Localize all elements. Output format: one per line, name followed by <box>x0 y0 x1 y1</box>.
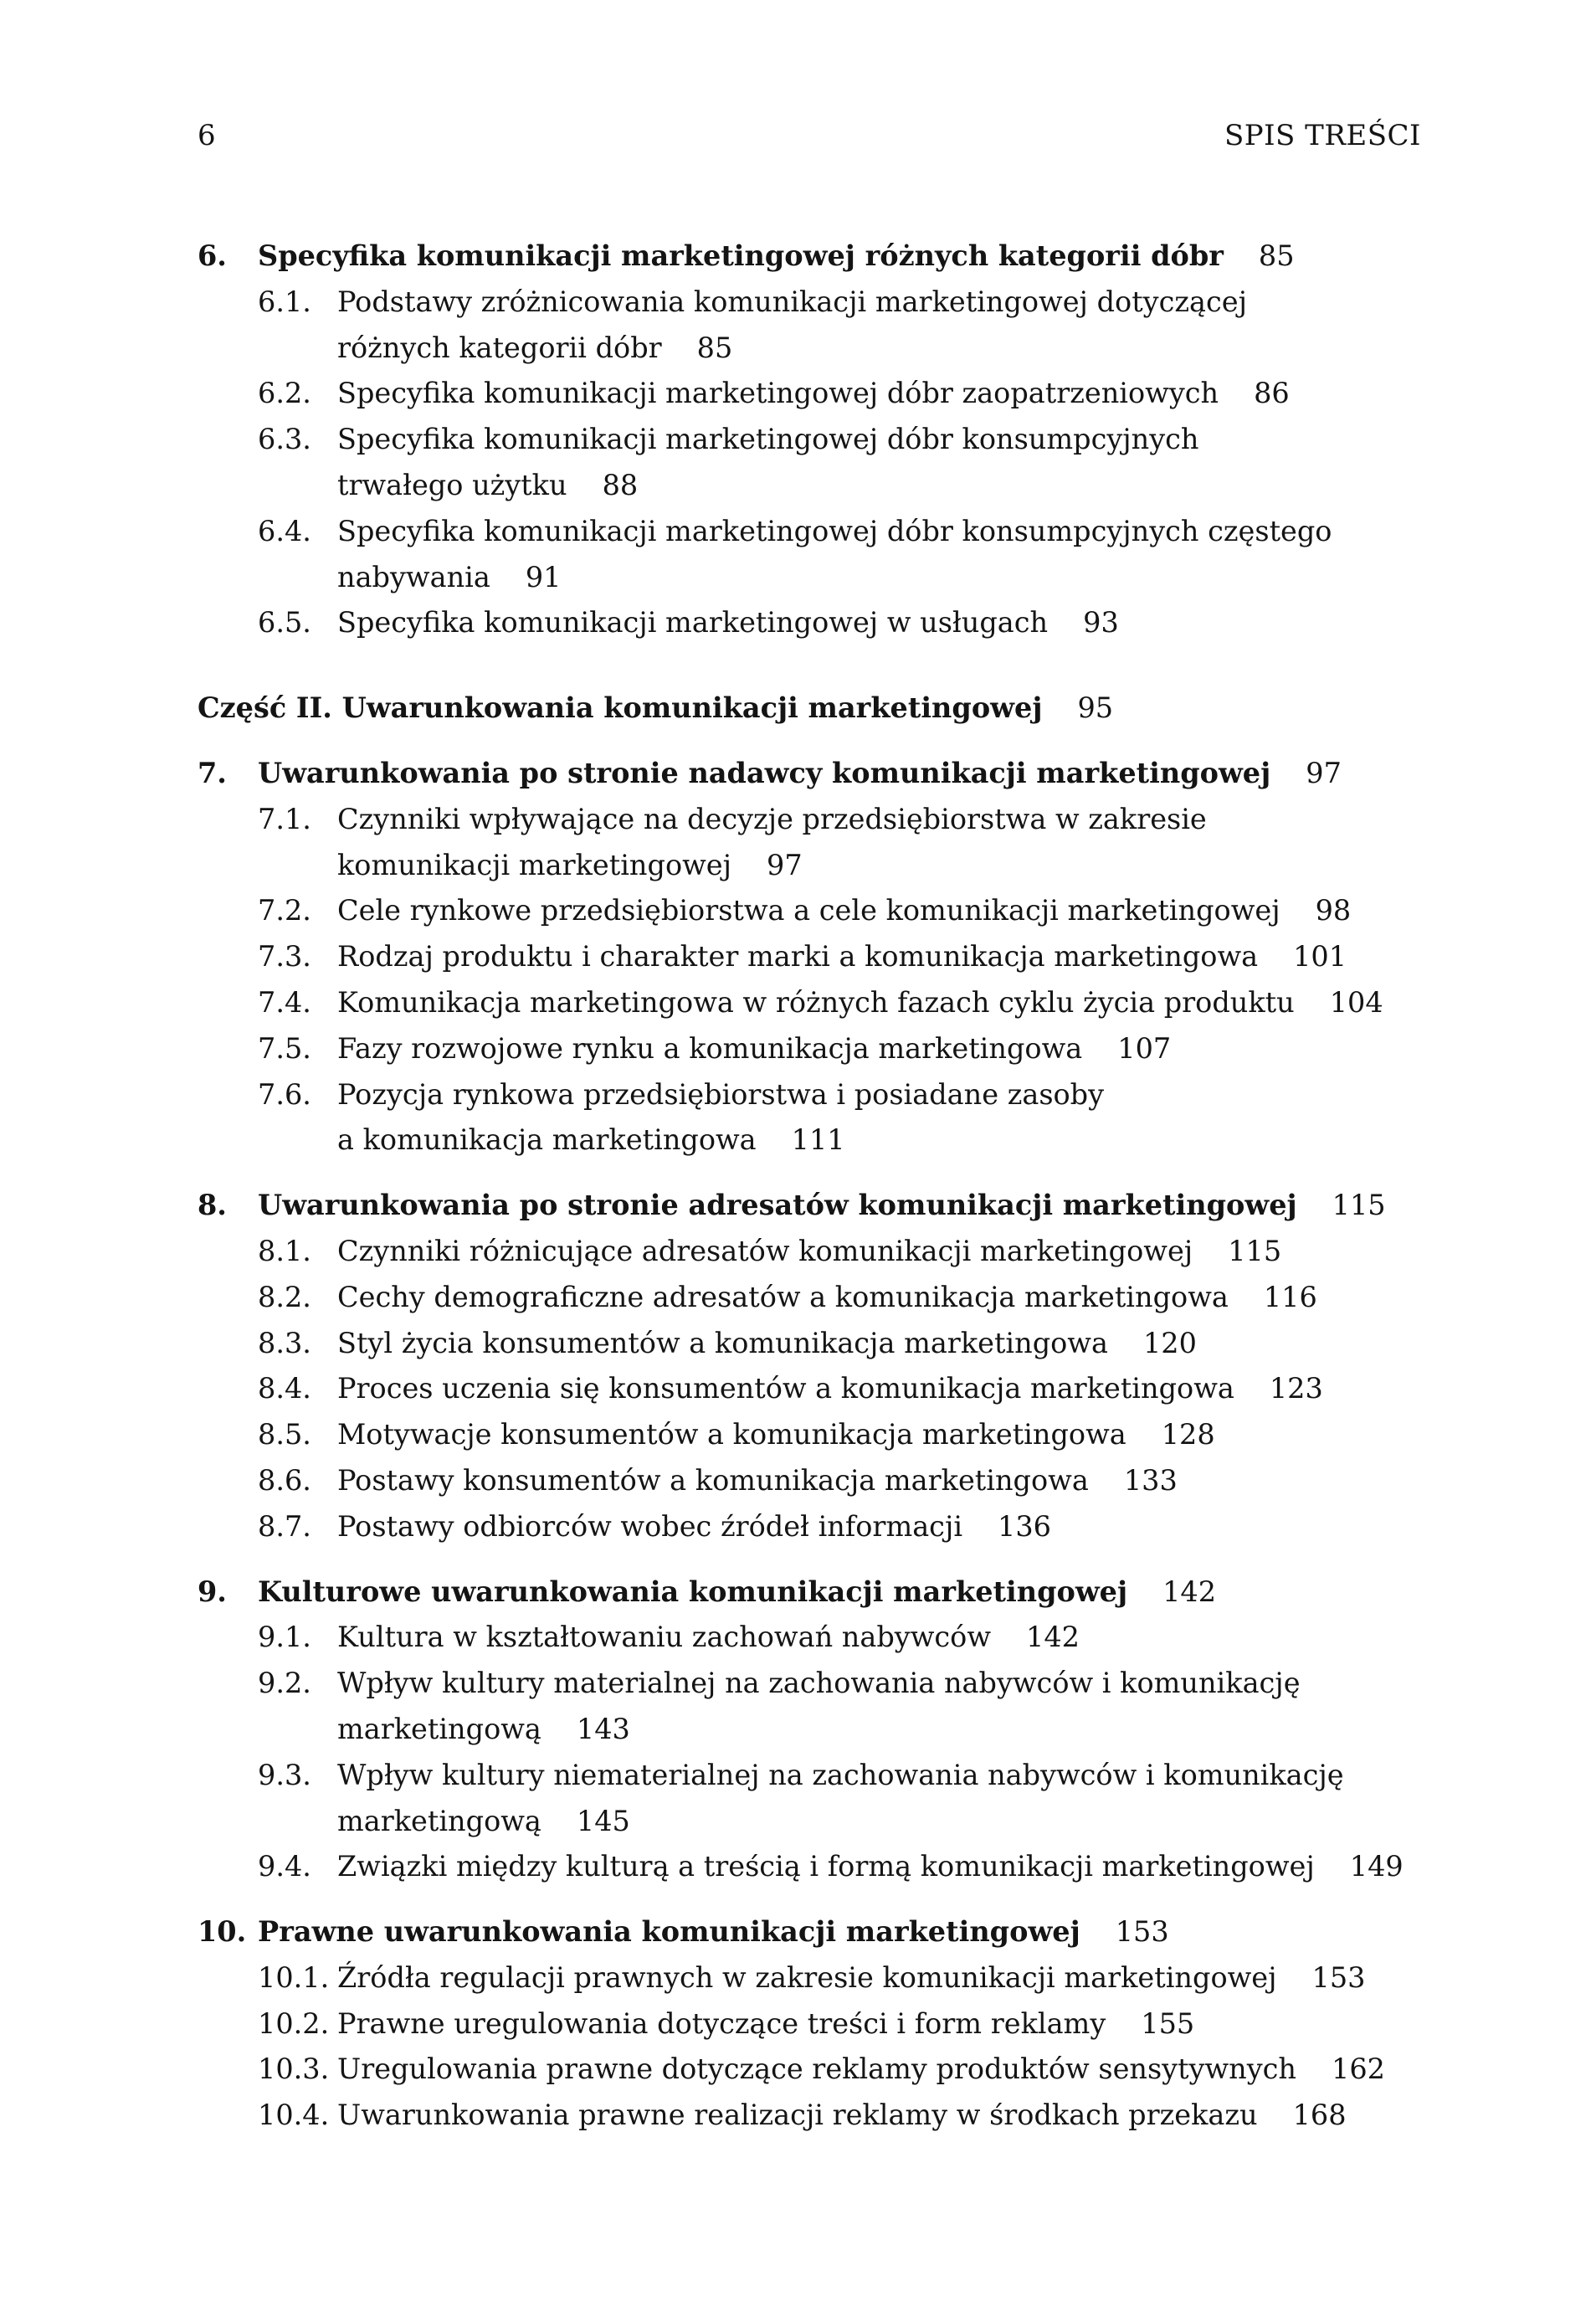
toc-entry-line <box>198 888 1453 934</box>
section-title-text: Prawne uregulowania dotyczące treści i form reklamy <box>337 2006 1106 2040</box>
toc-entry[interactable] <box>198 980 1453 1026</box>
toc-entry-line <box>198 1615 1453 1661</box>
section-title <box>337 1707 630 1753</box>
toc-entry-line <box>198 1229 1453 1275</box>
page-ref: 155 <box>1141 2006 1195 2040</box>
toc-entry[interactable] <box>198 1458 1453 1504</box>
toc-entry-line <box>198 797 1453 843</box>
section-title-text: Uregulowania prawne dotyczące reklamy produktów sensytywnych <box>337 2052 1296 2086</box>
part-title <box>198 686 1113 732</box>
chapter-title-text: Prawne uwarunkowania komunikacji marketingowej <box>258 1915 1080 1949</box>
section-title <box>337 1799 630 1845</box>
page-ref: 162 <box>1332 2052 1385 2086</box>
section-title <box>337 600 1119 646</box>
section-title <box>337 509 1332 555</box>
toc-chapter <box>198 1183 1453 1549</box>
toc-entry[interactable] <box>198 1504 1453 1550</box>
section-title-text: Komunikacja marketingowa w różnych fazach cyklu życia produktu <box>337 985 1295 1019</box>
toc-entry-line <box>198 1753 1453 1799</box>
toc-entry-line <box>198 1275 1453 1321</box>
page-ref: 111 <box>791 1123 845 1157</box>
toc-entry-line <box>198 371 1453 417</box>
page-ref: 98 <box>1315 894 1352 927</box>
section-title <box>337 980 1383 1026</box>
chapter-title <box>258 1183 1386 1229</box>
toc-entry[interactable] <box>198 371 1453 417</box>
page-ref: 91 <box>525 560 562 593</box>
toc-chapter-heading[interactable] <box>198 1909 1453 1955</box>
section-title <box>337 2047 1385 2093</box>
chapter-title-text: Specyfika komunikacji marketingowej różnych kategorii dóbr <box>258 239 1224 272</box>
chapter-number: 9. <box>198 1575 227 1608</box>
section-number: 6.5. <box>258 606 311 640</box>
section-title-text: trwałego użytku <box>337 468 567 501</box>
section-title-text: komunikacji marketingowej <box>337 848 732 881</box>
section-number: 7.1. <box>258 802 311 835</box>
toc-entry[interactable] <box>198 2047 1453 2093</box>
toc-entry-line <box>198 1072 1453 1118</box>
section-title <box>337 843 803 889</box>
section-number: 9.3. <box>258 1758 311 1791</box>
toc-chapter <box>198 234 1453 646</box>
toc-entry-line <box>198 1026 1453 1072</box>
toc-entry[interactable] <box>198 600 1453 646</box>
section-title <box>337 280 1247 326</box>
toc-chapter-heading[interactable] <box>198 1569 1453 1616</box>
toc-entry-line <box>198 1321 1453 1367</box>
page-ref: 93 <box>1083 606 1119 640</box>
section-number: 9.1. <box>258 1621 311 1654</box>
section-title <box>337 463 638 509</box>
page-ref: 116 <box>1263 1280 1317 1313</box>
toc-entry-continuation <box>198 326 1453 372</box>
toc-entry[interactable] <box>198 1844 1453 1890</box>
toc-entry-line <box>198 509 1453 555</box>
toc-entry[interactable] <box>198 888 1453 934</box>
section-title-text: marketingową <box>337 1712 541 1745</box>
page-ref: 168 <box>1292 2099 1347 2132</box>
section-title-text: Kultura w kształtowaniu zachowań nabywców <box>337 1621 992 1654</box>
section-number: 6.3. <box>258 423 311 456</box>
page-ref: 123 <box>1269 1372 1323 1405</box>
chapter-number: 10. <box>198 1915 247 1949</box>
section-title-text: Styl życia konsumentów a komunikacja marketingowa <box>337 1326 1108 1359</box>
toc-part-heading[interactable] <box>198 686 1453 732</box>
toc-entry-line <box>198 280 1453 326</box>
section-number: 7.5. <box>258 1031 311 1065</box>
section-title <box>337 1321 1197 1367</box>
page-ref: 86 <box>1254 377 1290 410</box>
chapter-title <box>258 1569 1216 1616</box>
toc-entry-continuation <box>198 463 1453 509</box>
toc-entry[interactable] <box>198 1229 1453 1275</box>
section-title-text: Związki między kulturą a treścią i formą komunikacji marketingowej <box>337 1850 1315 1883</box>
part-title-text: Część II. Uwarunkowania komunikacji marketingowej <box>198 691 1043 725</box>
section-title <box>337 555 561 601</box>
toc-entry-continuation <box>198 1707 1453 1753</box>
section-title-text: nabywania <box>337 560 490 593</box>
section-number: 8.7. <box>258 1509 311 1543</box>
section-title <box>337 934 1347 980</box>
section-title-text: Specyfika komunikacji marketingowej dóbr konsumpcyjnych <box>337 423 1199 456</box>
section-number: 7.2. <box>258 894 311 927</box>
page-ref: 97 <box>1306 756 1342 789</box>
toc-entry[interactable] <box>198 2001 1453 2047</box>
section-title <box>337 2093 1347 2139</box>
toc-chapter <box>198 1569 1453 1891</box>
section-title <box>337 1661 1301 1707</box>
section-title-text: Rodzaj produktu i charakter marki a komunikacja marketingowa <box>337 940 1259 974</box>
toc-entry[interactable] <box>198 1615 1453 1661</box>
section-number: 7.4. <box>258 985 311 1019</box>
toc-entry[interactable] <box>198 1026 1453 1072</box>
page-ref: 133 <box>1123 1463 1178 1497</box>
section-title <box>337 1753 1344 1799</box>
running-head <box>0 117 1596 154</box>
section-title <box>337 1458 1178 1504</box>
page-ref: 85 <box>1258 239 1295 272</box>
toc-entry[interactable] <box>198 509 1453 601</box>
page-number: 6 <box>198 119 216 152</box>
section-title <box>337 417 1199 463</box>
page-ref: 101 <box>1293 940 1347 974</box>
section-title <box>337 371 1290 417</box>
chapter-title-text: Kulturowe uwarunkowania komunikacji marketingowej <box>258 1575 1128 1608</box>
section-title-text: Specyfika komunikacji marketingowej dóbr konsumpcyjnych częstego <box>337 514 1332 547</box>
section-title <box>337 1026 1171 1072</box>
section-title-text: Pozycja rynkowa przedsiębiorstwa i posiadane zasoby <box>337 1077 1105 1111</box>
chapter-title-text: Uwarunkowania po stronie adresatów komunikacji marketingowej <box>258 1189 1297 1222</box>
toc-entry[interactable] <box>198 1955 1453 2001</box>
toc-chapter-heading[interactable] <box>198 751 1453 797</box>
toc-entry-line <box>198 1844 1453 1890</box>
section-number: 8.6. <box>258 1463 311 1497</box>
page-ref: 104 <box>1329 985 1383 1019</box>
toc-entry-line <box>198 1366 1453 1412</box>
section-title <box>337 1366 1323 1412</box>
page-ref: 115 <box>1228 1234 1282 1267</box>
section-title-text: Wpływ kultury materialnej na zachowania nabywców i komunikację <box>337 1667 1301 1700</box>
page-ref: 97 <box>767 848 803 881</box>
section-number: 8.2. <box>258 1280 311 1313</box>
section-title-text: Źródła regulacji prawnych w zakresie komunikacji marketingowej <box>337 1960 1277 1994</box>
section-title-text: Cele rynkowe przedsiębiorstwa a cele komunikacji marketingowej <box>337 894 1280 927</box>
chapter-title <box>258 751 1342 797</box>
toc-entry[interactable] <box>198 1072 1453 1164</box>
page-ref: 115 <box>1332 1189 1386 1222</box>
chapter-number: 8. <box>198 1189 227 1222</box>
section-title-text: Uwarunkowania prawne realizacji reklamy w środkach przekazu <box>337 2099 1258 2132</box>
section-title-text: a komunikacja marketingowa <box>337 1123 757 1157</box>
section-title-text: Postawy odbiorców wobec źródeł informacji <box>337 1509 963 1543</box>
section-number: 9.2. <box>258 1667 311 1700</box>
chapter-title <box>258 234 1295 280</box>
section-title-text: marketingową <box>337 1804 541 1837</box>
section-number: 6.2. <box>258 377 311 410</box>
toc-entry[interactable] <box>198 1753 1453 1845</box>
toc-entry-line <box>198 1458 1453 1504</box>
toc-entry[interactable] <box>198 1275 1453 1321</box>
toc-entry-continuation <box>198 1117 1453 1164</box>
toc-entry-continuation <box>198 555 1453 601</box>
page-ref: 143 <box>576 1712 630 1745</box>
page-ref: 142 <box>1026 1621 1080 1654</box>
toc-entry[interactable] <box>198 1321 1453 1367</box>
toc-entry-line <box>198 2093 1453 2139</box>
page-ref: 145 <box>576 1804 630 1837</box>
section-title-text: Wpływ kultury niematerialnej na zachowania nabywców i komunikację <box>337 1758 1344 1791</box>
toc-entry[interactable] <box>198 1412 1453 1458</box>
toc-chapter <box>198 1909 1453 2139</box>
running-head-title: SPIS TREŚCI <box>1224 119 1421 152</box>
toc-entry-line <box>198 2001 1453 2047</box>
section-title-text: Motywacje konsumentów a komunikacja marketingowa <box>337 1418 1126 1451</box>
section-title-text: Postawy konsumentów a komunikacja marketingowa <box>337 1463 1089 1497</box>
section-title <box>337 1117 845 1164</box>
page-ref: 120 <box>1142 1326 1197 1359</box>
section-title-text: Proces uczenia się konsumentów a komunikacja marketingowa <box>337 1372 1234 1405</box>
page-ref: 153 <box>1115 1915 1169 1949</box>
section-number: 10.4. <box>258 2099 330 2132</box>
page-ref: 136 <box>998 1509 1051 1543</box>
section-title-text: Podstawy zróżnicowania komunikacji marketingowej dotyczącej <box>337 285 1247 318</box>
toc-entry-line <box>198 1412 1453 1458</box>
table-of-contents <box>198 234 1453 2139</box>
toc-entry-line <box>198 980 1453 1026</box>
section-number: 10.2. <box>258 2006 330 2040</box>
section-number: 8.5. <box>258 1418 311 1451</box>
toc-entry-line <box>198 600 1453 646</box>
toc-entry-line <box>198 1504 1453 1550</box>
section-number: 8.4. <box>258 1372 311 1405</box>
chapter-number: 7. <box>198 756 227 789</box>
section-title-text: Cechy demograficzne adresatów a komunikacja marketingowa <box>337 1280 1229 1313</box>
section-title-text: Fazy rozwojowe rynku a komunikacja marketingowa <box>337 1031 1083 1065</box>
page-ref: 153 <box>1311 1960 1366 1994</box>
section-number: 8.1. <box>258 1234 311 1267</box>
toc-chapter-heading[interactable] <box>198 1183 1453 1229</box>
toc-chapter <box>198 751 1453 1164</box>
chapter-title <box>258 1909 1169 1955</box>
section-title-text: Czynniki wpływające na decyzje przedsiębiorstwa w zakresie <box>337 802 1207 835</box>
section-title <box>337 888 1351 934</box>
page-ref: 107 <box>1117 1031 1172 1065</box>
section-title-text: Specyfika komunikacji marketingowej w usługach <box>337 606 1049 640</box>
section-number: 10.1. <box>258 1960 330 1994</box>
section-number: 6.4. <box>258 514 311 547</box>
section-title <box>337 1615 1080 1661</box>
toc-chapter-heading[interactable] <box>198 234 1453 280</box>
page-ref: 128 <box>1161 1418 1215 1451</box>
toc-entry-line <box>198 417 1453 463</box>
section-title-text: różnych kategorii dóbr <box>337 331 662 364</box>
section-title <box>337 1275 1317 1321</box>
section-number: 7.3. <box>258 940 311 974</box>
chapter-number: 6. <box>198 239 227 272</box>
section-number: 10.3. <box>258 2052 330 2086</box>
section-title <box>337 797 1207 843</box>
toc-entry[interactable] <box>198 797 1453 889</box>
page-ref: 142 <box>1162 1575 1217 1608</box>
section-number: 7.6. <box>258 1077 311 1111</box>
toc-entry[interactable] <box>198 934 1453 980</box>
section-number: 6.1. <box>258 285 311 318</box>
toc-entry-line <box>198 2047 1453 2093</box>
section-number: 8.3. <box>258 1326 311 1359</box>
page-ref: 85 <box>696 331 733 364</box>
toc-entry-line <box>198 934 1453 980</box>
toc-entry-line <box>198 1955 1453 2001</box>
section-title <box>337 2001 1194 2047</box>
toc-entry-line <box>198 1661 1453 1707</box>
section-title-text: Specyfika komunikacji marketingowej dóbr zaopatrzeniowych <box>337 377 1219 410</box>
page-ref: 149 <box>1349 1850 1404 1883</box>
toc-entry[interactable] <box>198 1661 1453 1753</box>
section-title <box>337 1844 1404 1890</box>
section-title <box>337 1412 1215 1458</box>
section-title <box>337 1955 1365 2001</box>
toc-entry[interactable] <box>198 2093 1453 2139</box>
section-title <box>337 326 732 372</box>
section-title <box>337 1229 1281 1275</box>
chapter-title-text: Uwarunkowania po stronie nadawcy komunikacji marketingowej <box>258 756 1271 789</box>
toc-entry-continuation <box>198 1799 1453 1845</box>
section-number: 9.4. <box>258 1850 311 1883</box>
page-ref: 95 <box>1077 691 1114 725</box>
section-title <box>337 1504 1051 1550</box>
toc-entry[interactable] <box>198 1366 1453 1412</box>
toc-entry[interactable] <box>198 280 1453 372</box>
page-ref: 88 <box>602 468 639 501</box>
toc-entry[interactable] <box>198 417 1453 509</box>
section-title <box>337 1072 1104 1118</box>
toc-entry-continuation <box>198 843 1453 889</box>
section-title-text: Czynniki różnicujące adresatów komunikacji marketingowej <box>337 1234 1193 1267</box>
